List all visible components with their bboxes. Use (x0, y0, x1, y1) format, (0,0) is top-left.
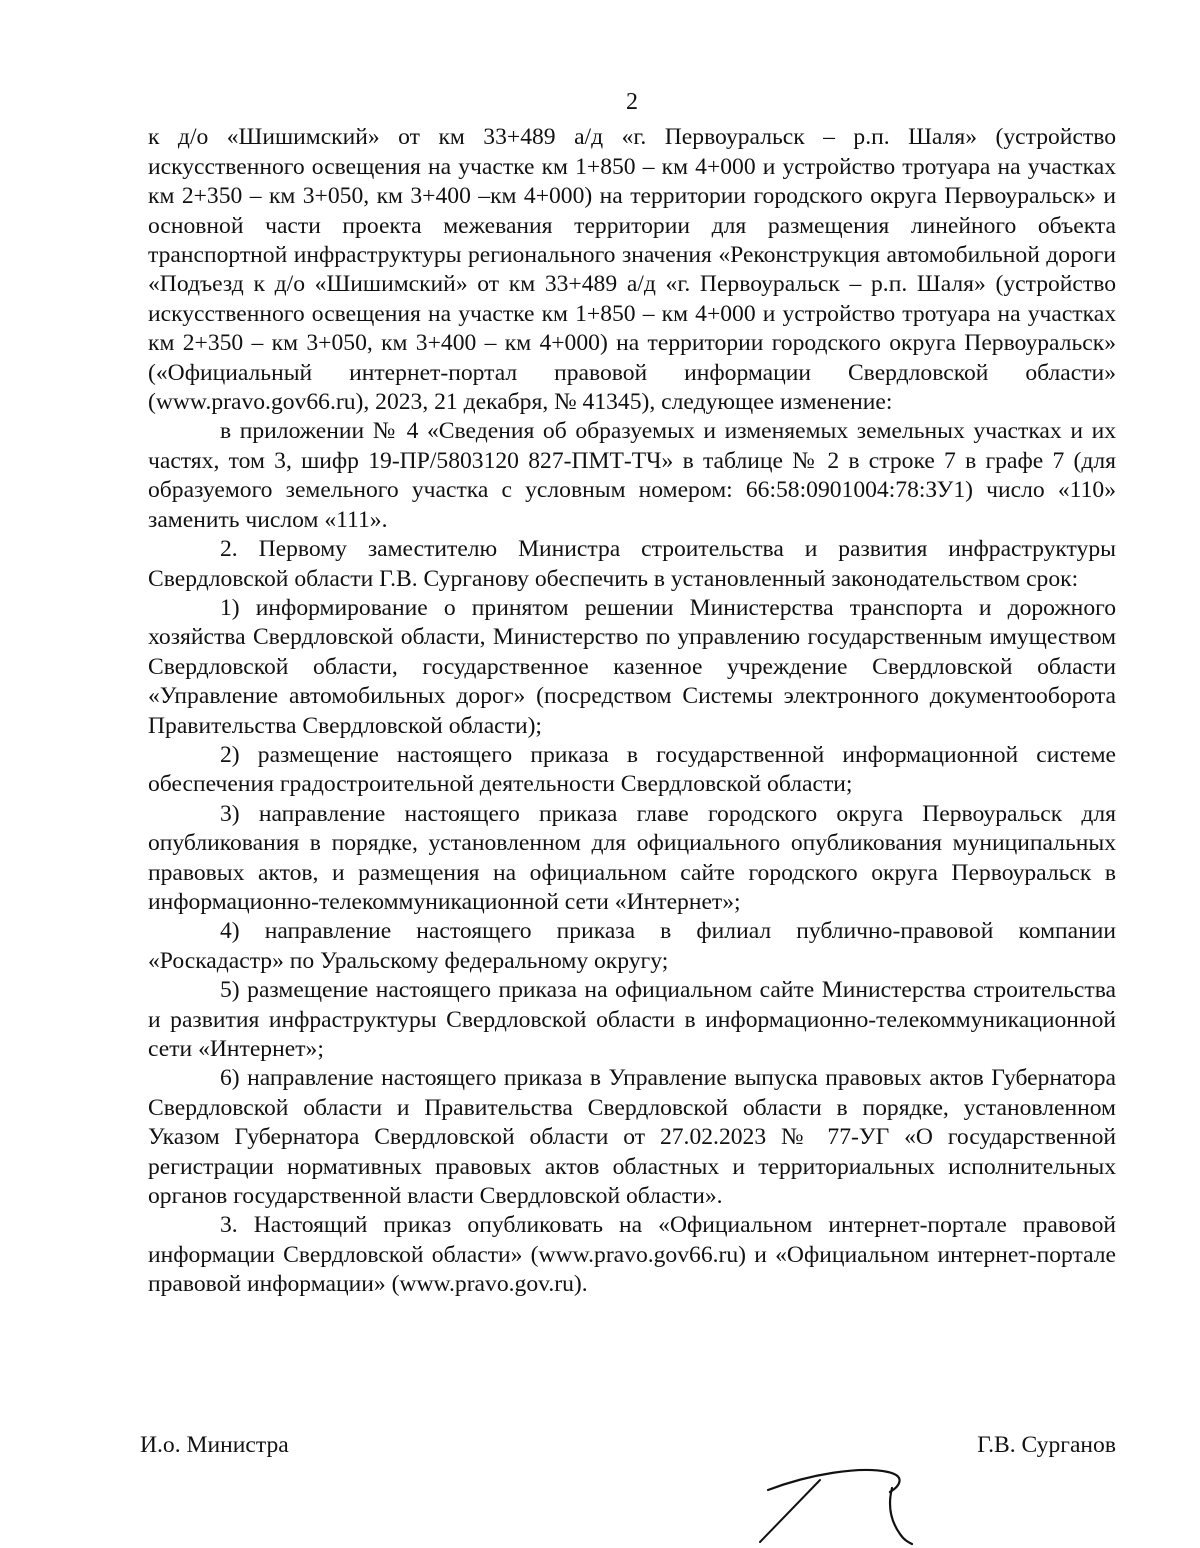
handwritten-signature (750, 1438, 970, 1548)
paragraph-1: в приложении № 4 «Сведения об образуемых и изменяемых земельных участках и их частях, том 3, шифр 19-ПР/5803120 827-ПМТ-ТЧ» в таблице № 2 в строке 7 в графе 7 (для образуемого земельного участка с условным номером: 66:58:0901004:78:ЗУ1) число «110» заменить числом «111». (148, 418, 1116, 533)
paragraph-5: 3) направление настоящего приказа главе городского округа Первоуральск для опубликования в порядке, установленном для официального опубликования муниципальных правовых актов, и размещения на официальном сайте городского округа Первоуральск в информационно-телекоммуникационной сети «Интернет»; (148, 800, 1116, 915)
signatory-name: Г.В. Сурганов (977, 1432, 1116, 1458)
paragraph-6: 4) направление настоящего приказа в филиал публично-правовой компании «Роскадастр» по Уральскому федеральному округу; (148, 918, 1116, 974)
signatory-position: И.о. Министра (140, 1432, 289, 1458)
document-page (148, 88, 1116, 1300)
paragraph-4: 2) размещение настоящего приказа в государственной информационной системе обеспечения градостроительной деятельности Свердловской области; (148, 741, 1116, 798)
paragraph-0: к д/о «Шишимский» от км 33+489 а/д «г. Первоуральск – р.п. Шаля» (устройство искусственного освещения на участке км 1+850 – км 4+000 и устройство тротуара на участках км 2+350 – км 3+050, км 3+400 –км 4+000) на территории городского округа Первоуральск» и основной части проекта межевания территории для размещения линейного объекта транспортной инфраструктуры регионального значения «Реконструкция автомобильной дороги «Подъезд к д/о «Шишимский» от км 33+489 а/д «г. Первоуральск – р.п. Шаля» (устройство искусственного освещения на участке км 1+850 – км 4+000 и устройство тротуара на участках км 2+350 – км 3+050, км 3+400 – км 4+000) на территории городского округа Первоуральск» («Официальный интернет-портал правовой информации Свердловской области» (www.pravo.gov66.ru), 2023, 21 декабря, № 41345), следующее изменение: (148, 124, 1116, 416)
paragraph-9: 3. Настоящий приказ опубликовать на «Официальном интернет-портале правовой информации Свердловской области» (www.pravo.gov66.ru) и «Официальном интернет-портале правовой информации» (www.pravo.gov.ru). (148, 1212, 1116, 1298)
paragraph-2: 2. Первому заместителю Министра строительства и развития инфраструктуры Свердловской области Г.В. Сурганову обеспечить в установленный законодательством срок: (148, 536, 1116, 592)
paragraph-3: 1) информирование о принятом решении Министерства транспорта и дорожного хозяйства Свердловской области, Министерство по управлению государственным имуществом Свердловской области, государственное казенное учреждение Свердловской области «Управление автомобильных дорог» (посредством Системы электронного документооборота Правительства Свердловской области); (148, 594, 1116, 739)
page-number: 2 (626, 89, 638, 115)
paragraph-7: 5) размещение настоящего приказа на официальном сайте Министерства строительства и развития инфраструктуры Свердловской области в информационно-телекоммуникационной сети «Интернет»; (148, 977, 1116, 1062)
signature-block (140, 1432, 1116, 1532)
paragraph-8: 6) направление настоящего приказа в Управление выпуска правовых актов Губернатора Свердловской области и Правительства Свердловской области в порядке, установленном Указом Губернатора Свердловской области от 27.02.2023 № 77-УГ «О государственной регистрации нормативных правовых актов областных и территориальных исполнительных органов государственной власти Свердловской области». (148, 1065, 1116, 1210)
